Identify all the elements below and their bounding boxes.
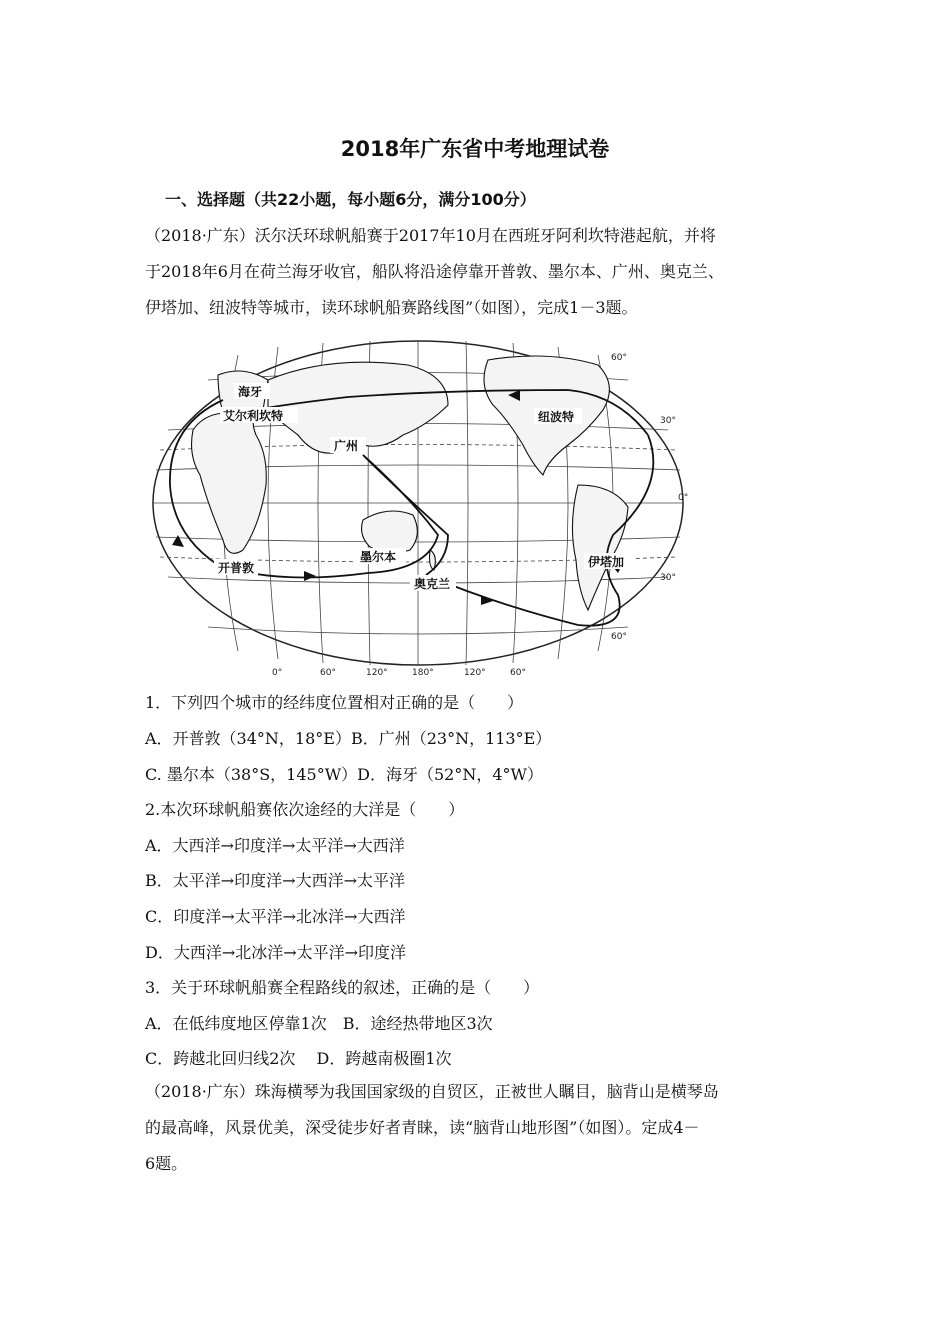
intro-line: 于2018年6月在荷兰海牙收官，船队将沿途停靠开普敦、墨尔本、广州、奥克兰、: [145, 262, 724, 281]
city-label-alicante: 艾尔利坎特: [223, 409, 284, 423]
tick-label: 60°: [320, 668, 336, 678]
city-label-melbourne: 墨尔本: [360, 550, 397, 564]
question-3-options-ab: A．在低纬度地区停靠1次 B．途经热带地区3次: [145, 1014, 493, 1033]
page-title: 2018年广东省中考地理试卷: [340, 137, 610, 161]
outro-line: （2018·广东）珠海横琴为我国国家级的自贸区，正被世人瞩目，脑背山是横琴岛: [145, 1082, 719, 1101]
question-3-options-cd: C．跨越北回归线2次 D．跨越南极圈1次: [145, 1049, 452, 1068]
question-1: 1．下列四个城市的经纬度位置相对正确的是（ ）: [145, 693, 524, 712]
question-3: 3．关于环球帆船赛全程路线的叙述，正确的是（ ）: [145, 978, 540, 997]
city-label-guangzhou: 广州: [334, 439, 359, 453]
tick-label: 60°: [510, 668, 526, 678]
australia-shape: [362, 511, 418, 553]
tick-label: 0°: [678, 493, 689, 503]
city-label-auckland: 奥克兰: [414, 577, 451, 591]
intro-paragraph: [145, 218, 810, 326]
tick-label: 120°: [464, 668, 486, 678]
city-label-itajai: 伊塔加: [588, 555, 625, 569]
tick-label: 120°: [366, 668, 388, 678]
question-1-options-ab: A．开普敦（34°N，18°E）B．广州（23°N，113°E）: [145, 729, 552, 748]
tick-label: 60°: [611, 632, 627, 642]
question-2-option-d: D．大西洋→北冰洋→太平洋→印度洋: [145, 943, 407, 962]
tick-label: 30°: [660, 573, 676, 583]
outro-paragraph: [145, 1074, 810, 1182]
outro-line: 6题。: [145, 1154, 188, 1173]
section-heading: 一、选择题（共22小题，每小题6分，满分100分）: [165, 190, 536, 209]
tick-label: 60°: [611, 353, 627, 363]
intro-line: 伊塔加、纽波特等城市，读环球帆船赛路线图”（如图），完成1－3题。: [145, 298, 638, 317]
latitude-ticks: [611, 353, 688, 642]
question-1-options-cd: C. 墨尔本（38°S，145°W）D．海牙（52°N，4°W）: [145, 765, 543, 784]
tick-label: 0°: [272, 668, 283, 678]
sailing-route-map: [148, 335, 700, 680]
outro-line: 的最高峰，风景优美，深受徒步好者青睐，读“脑背山地形图”（如图）。定成4－: [145, 1118, 700, 1137]
question-2: 2.本次环球帆船赛依次途经的大洋是（ ）: [145, 800, 465, 819]
city-label-newport: 纽波特: [538, 410, 575, 424]
south-america-shape: [572, 485, 628, 610]
tick-label: 180°: [412, 668, 434, 678]
city-label-hague: 海牙: [238, 385, 263, 399]
intro-line: （2018·广东）沃尔沃环球帆船赛于2017年10月在西班牙阿利坎特港起航，并将: [145, 226, 716, 245]
tick-label: 30°: [660, 416, 676, 426]
question-2-option-a: A．大西洋→印度洋→太平洋→大西洋: [145, 836, 405, 855]
longitude-ticks: [272, 668, 526, 678]
question-2-option-b: B．太平洋→印度洋→大西洋→太平洋: [145, 871, 405, 890]
question-2-option-c: C．印度洋→太平洋→北冰洋→大西洋: [145, 907, 406, 926]
city-label-capetown: 开普敦: [218, 561, 255, 575]
